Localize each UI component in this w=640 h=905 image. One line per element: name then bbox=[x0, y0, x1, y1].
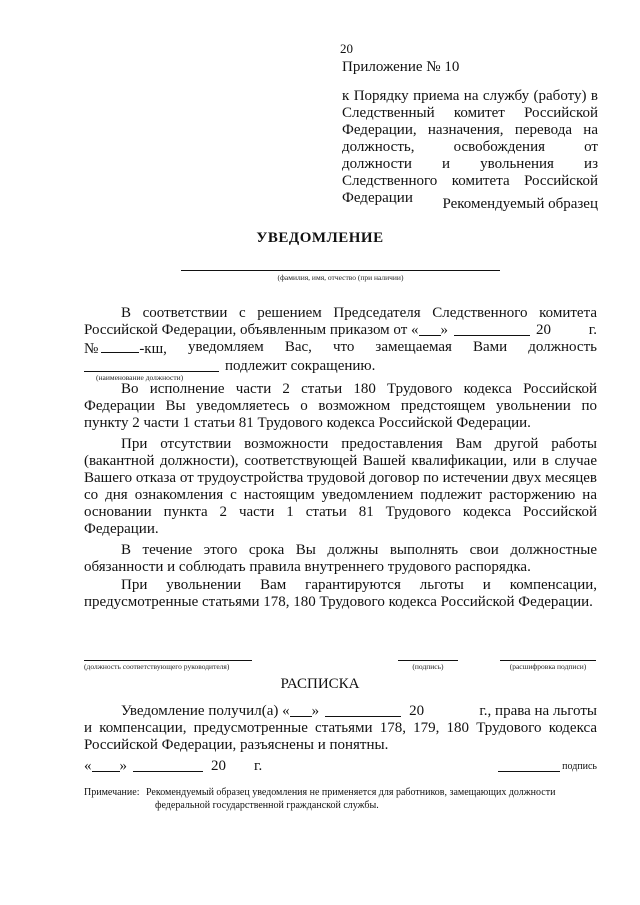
receipt-received: Уведомление получил(а) « bbox=[121, 703, 290, 719]
basis-line: Следственный комитет Российской bbox=[342, 105, 598, 121]
note-block bbox=[84, 786, 604, 812]
basis-line: должность, освобождения от bbox=[342, 139, 598, 155]
receipt-date-row bbox=[84, 758, 597, 775]
note-line2: федеральной государственной гражданской службы. bbox=[155, 800, 379, 811]
paragraph-termination bbox=[84, 436, 597, 538]
receipt-text bbox=[84, 703, 597, 754]
recipient-caption: (фамилия, имя, отчество (при наличии) bbox=[277, 273, 404, 282]
p1-word: уведомляем bbox=[187, 339, 264, 355]
basis-line: Федерации, назначения, перевода на bbox=[342, 122, 598, 138]
p2-text: Во исполнение части 2 статьи 180 Трудового кодекса Российской Федерации Вы уведомляетесь о возможном предстоящем увольнении по пункту 2 части 1 статьи 81 Трудового кодекса Российской Федерации. bbox=[84, 381, 597, 431]
receipt-date-close: » bbox=[119, 758, 127, 774]
p1-word: замещаемая bbox=[375, 339, 452, 355]
receipt-date-day-field[interactable] bbox=[92, 758, 120, 772]
p5-text: При увольнении Вам гарантируются льготы и компенсации, предусмотренные статьями 178, 180 Трудового кодекса Российской Федерации. bbox=[84, 577, 597, 610]
appendix-number: Приложение № 10 bbox=[342, 59, 460, 75]
paragraph-guarantees bbox=[84, 577, 597, 611]
receipt-sign-field[interactable] bbox=[498, 758, 560, 772]
p1-quote-close: » bbox=[440, 322, 449, 338]
receipt-date-g: г. bbox=[254, 758, 263, 774]
appendix-basis bbox=[342, 88, 598, 207]
receipt-line3: Российской Федерации, разъяснены и понятны. bbox=[84, 737, 389, 753]
basis-line: к Порядку приема на службу (работу) в bbox=[342, 88, 598, 104]
note-label: Примечание: bbox=[84, 787, 140, 798]
basis-line: должности и увольнения из bbox=[342, 156, 598, 172]
p1-kw: -кш, bbox=[139, 341, 167, 357]
p1-word: что bbox=[332, 339, 355, 355]
head-caption: (должность соответствующего руководителя) bbox=[84, 662, 230, 671]
order-day-field[interactable] bbox=[419, 322, 441, 336]
sample-label: Рекомендуемый образец bbox=[442, 196, 598, 212]
paragraph-decision bbox=[84, 305, 597, 375]
receipt-day-field[interactable] bbox=[290, 703, 312, 717]
p1-order-text: Российской Федерации, объявленным приказом от « bbox=[84, 322, 419, 338]
head-signature-line bbox=[84, 660, 252, 661]
receipt-quote-close: » bbox=[311, 703, 320, 719]
receipt-title: РАСПИСКА bbox=[280, 676, 360, 692]
note-line1: Рекомендуемый образец уведомления не применяется для работников, замещающих должности bbox=[145, 787, 556, 798]
p1-word: Вами bbox=[473, 339, 508, 355]
order-number-field[interactable] bbox=[101, 339, 139, 353]
page-number: 20 bbox=[340, 41, 353, 56]
receipt-month-field[interactable] bbox=[325, 703, 401, 717]
receipt-line2: и компенсации, предусмотренные статьями 178, 179, 180 Трудового кодекса bbox=[84, 720, 597, 736]
sign-line bbox=[398, 660, 458, 661]
p1-word: должность bbox=[528, 339, 597, 355]
decode-line bbox=[500, 660, 596, 661]
decode-caption: (расшифровка подписи) bbox=[509, 662, 587, 671]
p1-number-sign: № bbox=[84, 341, 99, 357]
receipt-date-open: « bbox=[84, 758, 92, 774]
p4-text: В течение этого срока Вы должны выполнять свои должностные обязанности и соблюдать правила внутреннего трудового распорядка. bbox=[84, 542, 597, 575]
p1-reduction: подлежит сокращению. bbox=[225, 358, 376, 374]
basis-line: Федерации bbox=[342, 190, 413, 206]
receipt-rights: г., права на льготы bbox=[479, 703, 597, 719]
position-caption: (наименование должности) bbox=[96, 373, 184, 382]
document-title: УВЕДОМЛЕНИЕ bbox=[256, 230, 384, 246]
recipient-line bbox=[181, 270, 500, 271]
paragraph-labor-code bbox=[84, 381, 597, 432]
order-month-field[interactable] bbox=[454, 322, 530, 336]
paragraph-duties bbox=[84, 542, 597, 576]
position-field[interactable] bbox=[84, 358, 219, 372]
p3-text: При отсутствии возможности предоставления Вам другой работы (вакантной должности), соответствующей Вашей квалификации, или в случае Вашего отказа от трудоустройства трудовой договор по истечении двух месяцев со дня ознакомления с настоящим уведомлением подлежит расторжению на основании пункта 2 части 1 статьи 81 Трудового кодекса Российской Федерации. bbox=[84, 436, 597, 537]
p1-line1: В соответствии с решением Председателя Следственного комитета bbox=[121, 305, 597, 321]
receipt-sign-label: подпись bbox=[562, 761, 597, 772]
p1-year-prefix: 20 bbox=[536, 322, 552, 338]
basis-line: Следственного комитета Российской bbox=[342, 173, 598, 189]
receipt-date-month-field[interactable] bbox=[133, 758, 203, 772]
p1-year-suffix: г. bbox=[588, 322, 597, 338]
receipt-date-year: 20 bbox=[211, 758, 226, 774]
p1-word: Вас, bbox=[284, 339, 312, 355]
receipt-year-prefix: 20 bbox=[409, 703, 425, 719]
sign-caption: (подпись) bbox=[412, 662, 444, 671]
